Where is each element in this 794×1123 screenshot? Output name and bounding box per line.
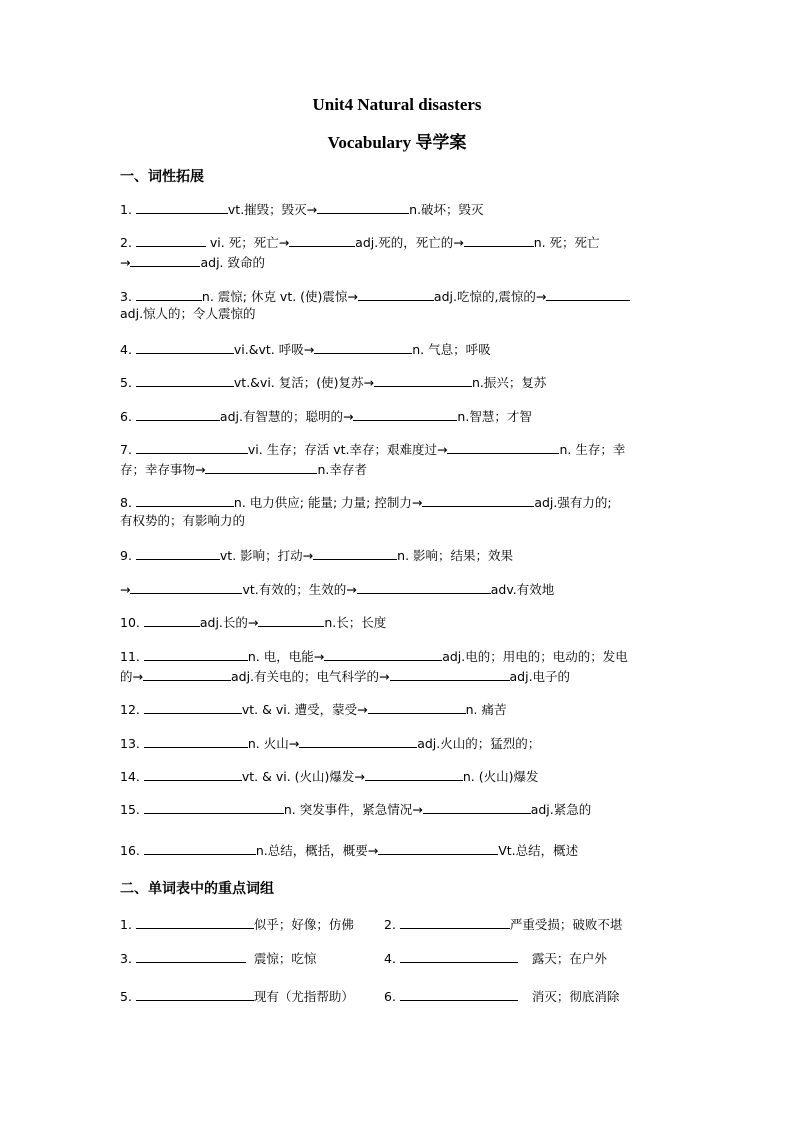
item-text: vi.&vt. 呼吸→ (233, 342, 315, 357)
vocab-item-10 (120, 612, 386, 633)
item-text: vi. 死；死亡→ (205, 235, 290, 250)
vocab-item-7-cont (120, 459, 367, 480)
vocab-item-15 (120, 799, 591, 820)
item-number: 8. (120, 495, 136, 510)
vocab-item-9 (120, 545, 513, 566)
item-text: adj.有关电的；电气科学的→ (230, 669, 390, 684)
answer-blank[interactable] (130, 579, 242, 594)
vocab-item-7 (120, 439, 625, 460)
item-text: vt. & vi. (火山)爆发→ (241, 769, 365, 784)
item-text: n. 死；死亡 (533, 235, 600, 250)
answer-blank[interactable] (374, 372, 472, 387)
answer-blank[interactable] (144, 766, 242, 781)
vocab-item-8 (120, 492, 612, 513)
answer-blank[interactable] (313, 545, 397, 560)
vocab-item-11-cont (120, 666, 570, 687)
answer-blank[interactable] (357, 579, 491, 594)
item-text: n. 火山→ (247, 736, 300, 751)
answer-blank[interactable] (136, 439, 248, 454)
item-text: adj.有智慧的；聪明的→ (219, 409, 354, 424)
item-text: 现有（尤指帮助） (253, 989, 354, 1004)
item-text: adj.紧急的 (530, 802, 592, 817)
vocab-item-8-cont (120, 512, 245, 531)
item-text: 严重受损；破败不堪 (509, 917, 623, 932)
item-number: 2. (120, 235, 136, 250)
answer-blank[interactable] (289, 232, 355, 247)
phrase-item-3 (120, 948, 316, 969)
item-number: 6. (384, 989, 400, 1004)
answer-blank[interactable] (144, 733, 248, 748)
answer-blank[interactable] (400, 914, 510, 929)
vocab-item-4 (120, 339, 491, 360)
item-text: vi. 生存；存活 vt.幸存；艰难度过→ (247, 442, 448, 457)
item-text: vt. & vi. 遭受，蒙受→ (241, 702, 368, 717)
answer-blank[interactable] (464, 232, 534, 247)
answer-blank[interactable] (353, 406, 457, 421)
item-text: n. 电，电能→ (247, 649, 325, 664)
item-text: 有权势的；有影响力的 (120, 513, 246, 528)
answer-blank[interactable] (144, 799, 284, 814)
item-text: 的→ (120, 669, 143, 684)
item-number: 9. (120, 548, 136, 563)
answer-blank[interactable] (422, 492, 534, 507)
item-text: 消灭；彻底消除 (531, 989, 620, 1004)
answer-blank[interactable] (144, 699, 242, 714)
vocab-item-6 (120, 406, 532, 427)
answer-blank[interactable] (299, 733, 417, 748)
phrase-item-6 (384, 986, 619, 1007)
answer-blank[interactable] (136, 948, 246, 963)
item-text: n.长；长度 (324, 615, 387, 630)
item-number: 4. (384, 951, 400, 966)
answer-blank[interactable] (400, 948, 518, 963)
item-text: 似乎；好像；仿佛 (253, 917, 354, 932)
item-text: → (120, 255, 131, 270)
section-heading-word-forms: 一、词性拓展 (120, 169, 204, 185)
answer-blank[interactable] (136, 199, 228, 214)
item-text: n.振兴；复苏 (471, 375, 547, 390)
item-text: adj.电的；用电的；电动的；发电 (442, 649, 628, 664)
answer-blank[interactable] (136, 372, 234, 387)
item-text: 震惊；吃惊 (253, 951, 317, 966)
page-title: Unit4 Natural disasters (312, 95, 482, 114)
item-number: 5. (120, 989, 136, 1004)
answer-blank[interactable] (368, 699, 466, 714)
vocab-item-3-cont (120, 305, 256, 324)
answer-blank[interactable] (136, 492, 234, 507)
item-text: vt.&vi. 复活；(使)复苏→ (233, 375, 374, 390)
phrase-item-1 (120, 914, 354, 935)
answer-blank[interactable] (546, 286, 630, 301)
answer-blank[interactable] (136, 286, 202, 301)
item-text: adj.死的，死亡的→ (355, 235, 464, 250)
page-subtitle: Vocabulary 导学案 (327, 133, 467, 152)
item-text: 存；幸存事物→ (120, 462, 206, 477)
answer-blank[interactable] (130, 252, 200, 267)
item-text: adj.吃惊的,震惊的→ (433, 289, 547, 304)
item-number: 3. (120, 289, 136, 304)
item-text: n. 痛苦 (465, 702, 507, 717)
answer-blank[interactable] (314, 339, 412, 354)
item-number: 14. (120, 769, 144, 784)
item-text: adj.惊人的；令人震惊的 (120, 306, 256, 321)
answer-blank[interactable] (144, 646, 248, 661)
item-text: n. 震惊; 休克 vt. (使)震惊→ (201, 289, 358, 304)
item-number: 15. (120, 802, 144, 817)
item-text: n.智慧；才智 (457, 409, 532, 424)
vocab-item-12 (120, 699, 507, 720)
section-heading-key-phrases: 二、单词表中的重点词组 (120, 881, 274, 897)
answer-blank[interactable] (136, 339, 234, 354)
vocab-item-1 (120, 199, 484, 220)
item-text: adj. 致命的 (200, 255, 265, 270)
item-number: 1. (120, 202, 136, 217)
answer-blank[interactable] (390, 666, 510, 681)
item-number: 10. (120, 615, 144, 630)
answer-blank[interactable] (205, 459, 317, 474)
item-text: adv.有效地 (490, 582, 555, 597)
phrase-item-2 (384, 914, 622, 935)
answer-blank[interactable] (324, 646, 442, 661)
answer-blank[interactable] (136, 406, 220, 421)
answer-blank[interactable] (144, 612, 200, 627)
item-text: n.幸存者 (317, 462, 367, 477)
item-text: vt.摧毁；毁灭→ (227, 202, 318, 217)
item-number: 4. (120, 342, 136, 357)
item-text: 露天；在户外 (531, 951, 607, 966)
vocab-item-9-cont (120, 579, 554, 600)
item-text: adj.电子的 (509, 669, 571, 684)
answer-blank[interactable] (423, 799, 531, 814)
answer-blank[interactable] (365, 766, 463, 781)
answer-blank[interactable] (143, 666, 231, 681)
item-text: n. (火山)爆发 (462, 769, 539, 784)
item-text: adj.火山的；猛烈的； (417, 736, 541, 751)
vocab-item-2 (120, 232, 600, 253)
answer-blank[interactable] (136, 545, 220, 560)
item-text: n. 影响；结果；效果 (397, 548, 514, 563)
item-text: n.总结，概括，概要→ (255, 843, 379, 858)
item-text: n. 生存；幸 (559, 442, 626, 457)
item-number: 3. (120, 951, 136, 966)
phrase-item-4 (384, 948, 607, 969)
item-number: 1. (120, 917, 136, 932)
item-number: 13. (120, 736, 144, 751)
item-text: n. 突发事件，紧急情况→ (283, 802, 423, 817)
vocab-item-13 (120, 733, 540, 754)
item-number: 16. (120, 843, 144, 858)
vocab-item-5 (120, 372, 546, 393)
vocab-item-14 (120, 766, 539, 787)
vocab-item-11 (120, 646, 628, 667)
answer-blank[interactable] (144, 840, 256, 855)
item-number: 12. (120, 702, 144, 717)
answer-blank[interactable] (136, 986, 254, 1001)
item-text: → (120, 582, 131, 597)
answer-blank[interactable] (447, 439, 559, 454)
item-text: Vt.总结，概述 (498, 843, 579, 858)
item-text: n.破坏；毁灭 (409, 202, 484, 217)
item-number: 7. (120, 442, 136, 457)
answer-blank[interactable] (378, 840, 498, 855)
item-text: adj.强有力的; (534, 495, 612, 510)
answer-blank[interactable] (136, 914, 254, 929)
item-text: n. 气息；呼吸 (412, 342, 491, 357)
phrase-item-5 (120, 986, 354, 1007)
item-text: vt. 影响；打动→ (219, 548, 314, 563)
item-text: vt.有效的；生效的→ (242, 582, 357, 597)
vocab-item-2-cont (120, 252, 265, 273)
item-number: 11. (120, 649, 144, 664)
item-text: n. 电力供应; 能量; 力量; 控制力→ (233, 495, 423, 510)
answer-blank[interactable] (400, 986, 518, 1001)
vocab-item-16 (120, 840, 578, 861)
item-text: adj.长的→ (199, 615, 259, 630)
item-number: 2. (384, 917, 400, 932)
item-number: 6. (120, 409, 136, 424)
answer-blank[interactable] (358, 286, 434, 301)
answer-blank[interactable] (136, 232, 206, 247)
answer-blank[interactable] (258, 612, 324, 627)
answer-blank[interactable] (317, 199, 409, 214)
item-number: 5. (120, 375, 136, 390)
vocab-item-3 (120, 286, 630, 307)
